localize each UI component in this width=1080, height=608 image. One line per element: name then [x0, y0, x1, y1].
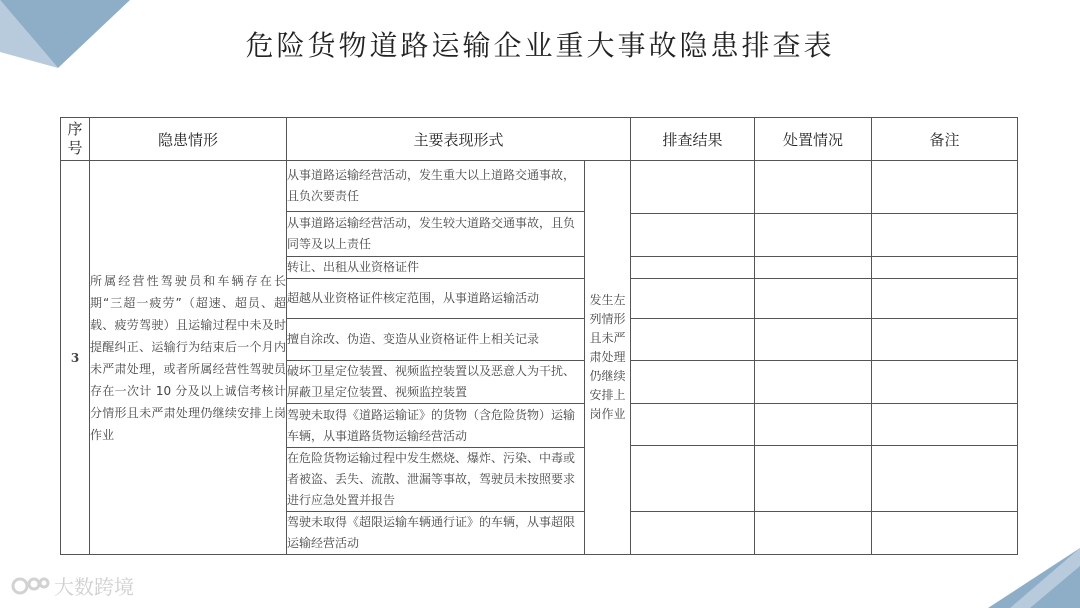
- result-cell: 发生左列情形且未严肃处理仍继续安排上岗作业: [585, 161, 631, 555]
- result-blank: [631, 361, 755, 404]
- form-cell: 从事道路运输经营活动，发生较大道路交通事故，且负同等及以上责任: [287, 212, 585, 257]
- handling-blank: [755, 257, 872, 279]
- watermark-text: 大数跨境: [54, 575, 134, 599]
- corner-decoration-bottom-right: [970, 548, 1080, 608]
- handling-blank: [755, 446, 872, 512]
- header-result: 排查结果: [631, 118, 755, 161]
- form-cell: 在危险货物运输过程中发生燃烧、爆炸、污染、中毒或者被盗、丢失、流散、泄漏等事故，驾驶员未按照要求进行应急处置并报告: [287, 448, 585, 512]
- remark-blank: [872, 257, 1018, 279]
- form-cell: 擅自涂改、伪造、变造从业资格证件上相关记录: [287, 319, 585, 361]
- remark-blank: [872, 361, 1018, 404]
- table-header-row: [61, 118, 1018, 161]
- form-cell: 转让、出租从业资格证件: [287, 257, 585, 279]
- seq-cell: 3: [61, 161, 90, 555]
- result-blank: [631, 214, 755, 257]
- header-remark: 备注: [872, 118, 1018, 161]
- result-blank: [631, 319, 755, 361]
- remark-blank: [872, 404, 1018, 446]
- result-blank: [631, 161, 755, 214]
- header-seq: 序号: [61, 118, 90, 161]
- result-blank: [631, 512, 755, 555]
- header-hazard: 隐患情形: [90, 118, 287, 161]
- handling-blank: [755, 161, 872, 214]
- remark-blank: [872, 279, 1018, 319]
- result-blank: [631, 279, 755, 319]
- watermark-logo-icon: [10, 572, 50, 600]
- remark-blank: [872, 319, 1018, 361]
- form-cell: 超越从业资格证件核定范围，从事道路运输活动: [287, 279, 585, 319]
- result-blank: [631, 257, 755, 279]
- hazard-cell: 所属经营性驾驶员和车辆存在长期“三超一疲劳”（超速、超员、超载、疲劳驾驶）且运输过程中未及时提醒纠正、运输行为结束后一个月内未严肃处理，或者所属经营性驾驶员存在一次计 10 分及以上诚信考核计分情形且未严肃处理仍继续安排上岗作业: [90, 161, 287, 555]
- table-row: [61, 161, 1018, 212]
- handling-blank: [755, 319, 872, 361]
- handling-blank: [755, 404, 872, 446]
- page-title: 危险货物道路运输企业重大事故隐患排查表: [245, 29, 835, 62]
- form-cell: 驾驶未取得《道路运输证》的货物（含危险货物）运输车辆，从事道路货物运输经营活动: [287, 404, 585, 448]
- hazard-inspection-table: [60, 117, 1018, 555]
- form-cell: 从事道路运输经营活动，发生重大以上道路交通事故，且负次要责任: [287, 161, 585, 212]
- form-cell: 破坏卫星定位装置、视频监控装置以及恶意人为干扰、屏蔽卫星定位装置、视频监控装置: [287, 361, 585, 404]
- watermark: [10, 571, 134, 600]
- handling-blank: [755, 512, 872, 555]
- header-handling: 处置情况: [755, 118, 872, 161]
- remark-blank: [872, 161, 1018, 214]
- result-blank: [631, 404, 755, 446]
- handling-blank: [755, 279, 872, 319]
- result-blank: [631, 446, 755, 512]
- handling-blank: [755, 214, 872, 257]
- header-form: 主要表现形式: [287, 118, 631, 161]
- handling-blank: [755, 361, 872, 404]
- remark-blank: [872, 446, 1018, 512]
- form-cell: 驾驶未取得《超限运输车辆通行证》的车辆，从事超限运输经营活动: [287, 512, 585, 555]
- remark-blank: [872, 214, 1018, 257]
